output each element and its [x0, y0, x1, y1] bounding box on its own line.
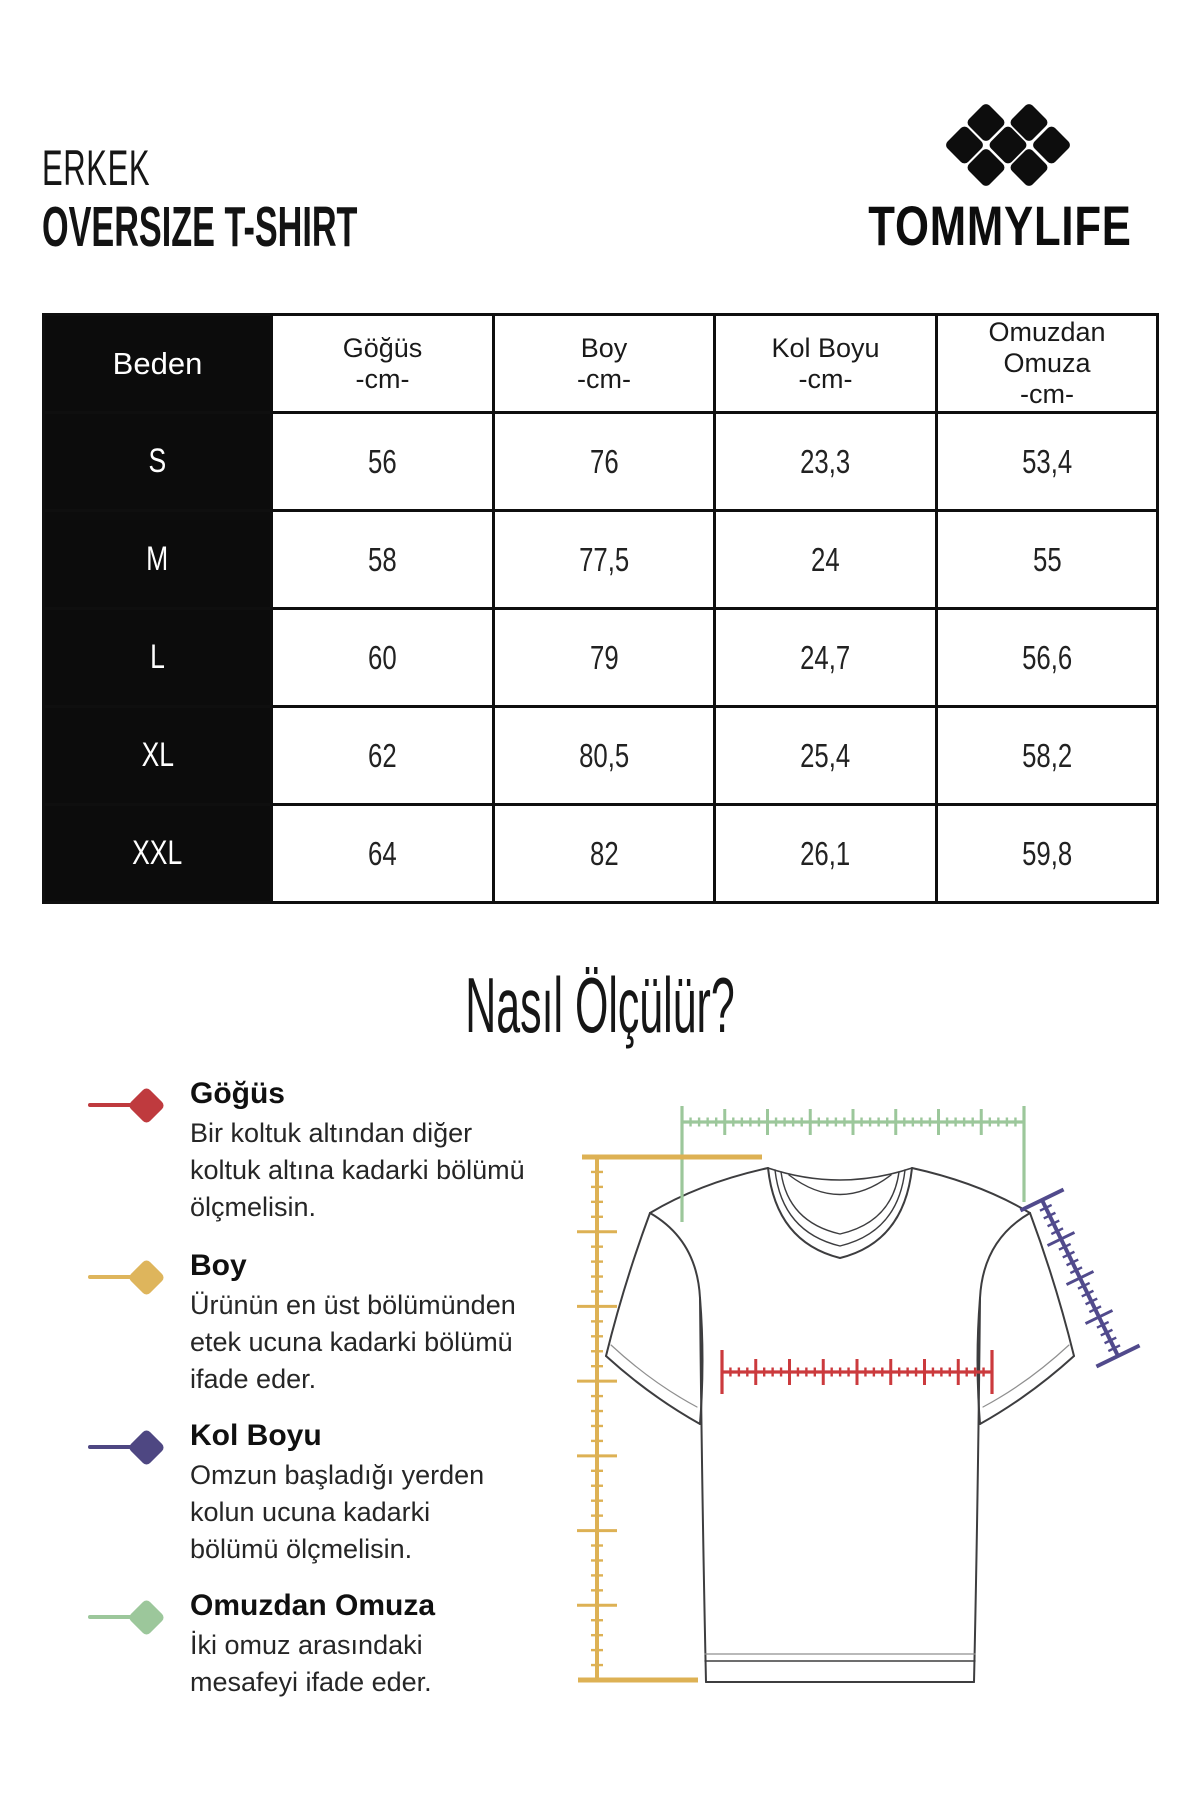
measurement-value-cell	[494, 413, 715, 511]
legend-description-line: Omzun başladığı yerden	[190, 1460, 485, 1490]
how-to-measure-title: Nasıl Ölçülür?	[465, 961, 735, 1049]
legend-description-line: koltuk altına kadarki bölümü	[190, 1155, 525, 1185]
measurement-value-cell	[715, 805, 937, 903]
size-label-text: S	[148, 442, 167, 480]
legend-description-line: mesafeyi ifade eder.	[190, 1667, 432, 1697]
legend-marker	[86, 1588, 186, 1648]
legend-description-line: Bir koltuk altından diğer	[190, 1118, 473, 1148]
measurement-value-text: 56,6	[1021, 638, 1073, 676]
measurement-value-cell	[494, 511, 715, 609]
legend-item-omuzdan-omuza	[86, 1588, 566, 1701]
legend-marker	[86, 1076, 186, 1136]
measurement-value-text: 58,2	[1021, 736, 1073, 774]
measurement-value-text: 55	[1032, 540, 1062, 578]
measurement-value-text: 58	[368, 540, 397, 578]
legend-item-g-s	[86, 1076, 566, 1226]
measurement-value-text: 24,7	[800, 638, 851, 676]
sleeve-ruler	[1020, 1189, 1139, 1366]
measurement-value-cell	[937, 805, 1158, 903]
table-row	[44, 805, 1158, 903]
column-header-line: Boy	[580, 332, 628, 363]
collar-top-arc	[768, 1168, 912, 1180]
product-category: ERKEK	[42, 140, 151, 196]
legend-title: Omuzdan Omuza	[190, 1589, 436, 1622]
table-row	[44, 511, 1158, 609]
measurement-value-text: 56	[368, 442, 397, 480]
measurement-value-cell	[272, 511, 494, 609]
table-row	[44, 413, 1158, 511]
measurement-value-text: 59,8	[1021, 834, 1073, 872]
measurement-value-text: 26,1	[800, 834, 851, 872]
column-header	[715, 315, 937, 413]
column-header-line: Omuzdan	[988, 317, 1106, 347]
column-header-line: Kol Boyu	[771, 332, 880, 363]
measurement-value-text: 23,3	[800, 442, 851, 480]
legend-title: Kol Boyu	[190, 1419, 322, 1452]
right-sleeve-cuff-inner	[983, 1345, 1069, 1407]
column-header-line: -cm-	[577, 363, 631, 394]
legend-title: Boy	[190, 1249, 247, 1282]
collar-back-band	[789, 1175, 891, 1195]
legend-marker	[86, 1248, 186, 1308]
legend-description-line: ölçmelisin.	[190, 1192, 317, 1222]
measurement-value-cell	[715, 511, 937, 609]
measurement-value-text: 60	[368, 638, 397, 676]
table-row	[44, 609, 1158, 707]
column-header-line: Omuza	[1003, 348, 1091, 378]
left-armhole-line	[650, 1213, 700, 1298]
product-title: OVERSIZE T-SHIRT	[42, 195, 358, 259]
measurement-value-cell	[937, 413, 1158, 511]
legend-item-kol-boyu	[86, 1418, 566, 1568]
measurement-value-cell	[272, 609, 494, 707]
table-row	[44, 707, 1158, 805]
column-header-line: -cm-	[1020, 379, 1074, 409]
legend-title: Göğüs	[190, 1077, 285, 1110]
column-header	[937, 315, 1158, 413]
diamond-icon	[127, 1428, 165, 1466]
size-cell	[44, 609, 272, 707]
measurement-value-text: 62	[368, 736, 397, 774]
size-label-text: XL	[141, 736, 174, 774]
measurement-value-cell	[715, 707, 937, 805]
measurement-value-cell	[715, 609, 937, 707]
legend-description-line: bölümü ölçmelisin.	[190, 1534, 413, 1564]
column-header	[494, 315, 715, 413]
size-cell	[44, 805, 272, 903]
right-shoulder-line	[912, 1168, 1030, 1213]
tshirt-measure-diagram	[500, 1040, 1200, 1760]
size-cell	[44, 707, 272, 805]
left-sleeve-cuff	[606, 1356, 700, 1424]
legend-description-line: ifade eder.	[190, 1364, 317, 1394]
measurement-value-text: 53,4	[1021, 442, 1073, 480]
measurement-value-text: 79	[589, 638, 619, 676]
legend-description-line: Ürünün en üst bölümünden	[190, 1290, 516, 1320]
diamond-icon	[127, 1086, 165, 1124]
measurement-value-cell	[494, 609, 715, 707]
measurement-value-cell	[272, 413, 494, 511]
chest-ruler	[722, 1350, 992, 1394]
size-label-text: L	[150, 638, 165, 676]
length-ruler	[577, 1157, 762, 1680]
shoulder-ruler	[682, 1106, 1024, 1222]
column-header	[272, 315, 494, 413]
size-cell	[44, 413, 272, 511]
legend-description-line: kolun ucuna kadarki	[190, 1497, 431, 1527]
left-sleeve-outer	[606, 1213, 650, 1356]
brand-logo-icon	[940, 100, 1076, 190]
brand-name: TOMMYLIFE	[868, 194, 1132, 257]
measurement-value-cell	[937, 511, 1158, 609]
measurement-value-text: 24	[811, 540, 840, 578]
right-sleeve-cuff	[980, 1356, 1074, 1424]
column-header-line: Göğüs	[342, 332, 423, 363]
table-header-row	[44, 315, 1158, 413]
measurement-value-cell	[937, 609, 1158, 707]
measurement-value-cell	[494, 707, 715, 805]
measurement-value-text: 64	[368, 834, 397, 872]
legend-description-line: etek ucuna kadarki bölümü	[190, 1327, 513, 1357]
measurement-value-text: 80,5	[578, 736, 630, 774]
size-cell	[44, 511, 272, 609]
table-corner-header: Beden	[44, 315, 272, 413]
diamond-icon	[127, 1258, 165, 1296]
size-table	[42, 313, 1159, 904]
right-armhole-line	[980, 1213, 1030, 1298]
legend-marker	[86, 1418, 186, 1478]
measurement-value-cell	[937, 707, 1158, 805]
measurement-value-text: 76	[589, 442, 619, 480]
measurement-value-text: 25,4	[800, 736, 851, 774]
left-sleeve-cuff-inner	[611, 1345, 697, 1407]
measurement-value-cell	[715, 413, 937, 511]
left-shoulder-line	[650, 1168, 768, 1213]
measurement-value-text: 82	[589, 834, 619, 872]
measurement-value-cell	[272, 707, 494, 805]
legend-description-line: İki omuz arasındaki	[190, 1630, 423, 1660]
legend-item-boy	[86, 1248, 566, 1398]
tshirt-drawing	[606, 1168, 1074, 1682]
diamond-icon	[127, 1598, 165, 1636]
measurement-value-cell	[272, 805, 494, 903]
size-label-text: M	[146, 540, 169, 578]
measurement-value-text: 77,5	[578, 540, 630, 578]
column-header-line: -cm-	[355, 363, 410, 394]
size-label-text: XXL	[132, 834, 183, 872]
measurement-value-cell	[494, 805, 715, 903]
column-header-line: -cm-	[798, 363, 853, 394]
